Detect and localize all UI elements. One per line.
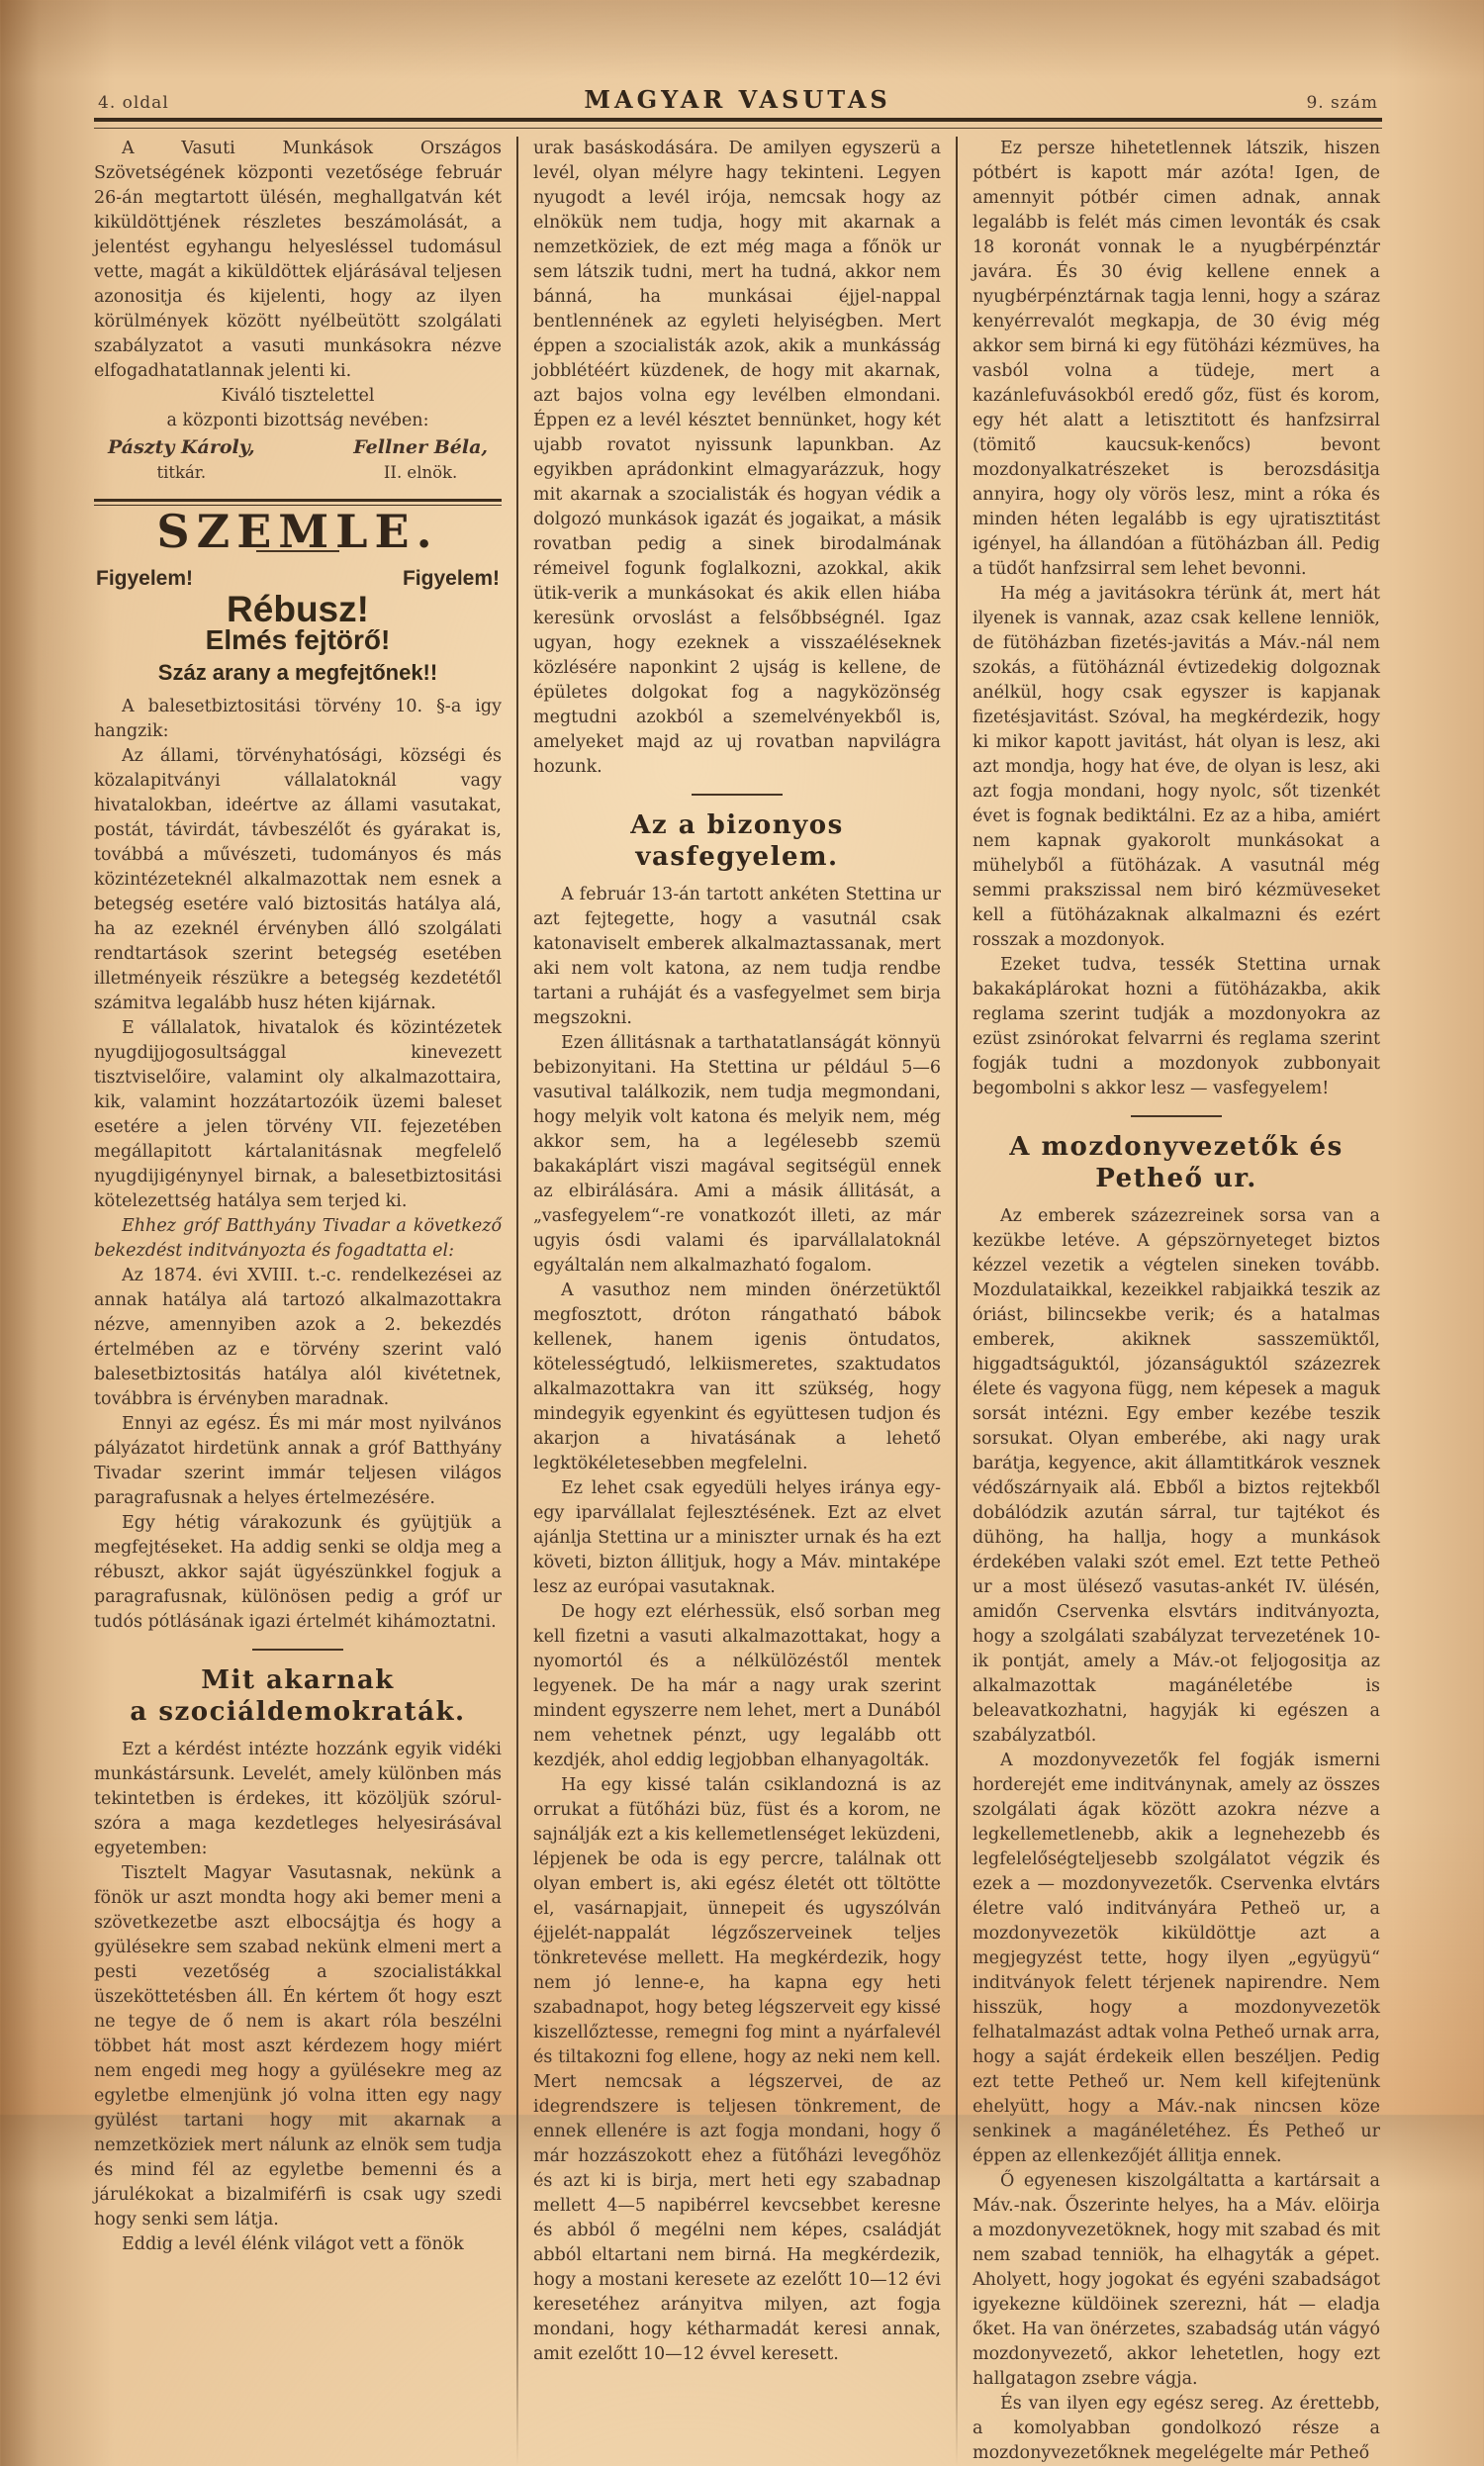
signature-name: Fellner Béla, [353, 436, 488, 458]
signature-name: Pászty Károly, [108, 436, 255, 458]
paragraph-futohazi-buz: Ha egy kissé talán csiklandozná is az orrukat a fütőházi büz, füst és a korom, ne sajnálják ezt a kis kellemetlenséget leküzdeni, lépjenek be oda is egy percre, találnak ott olyan embert is, aki egész életét ott töltötte el, vasárnapjait, ünnepeit és ugyszólván éjjelét-nappalát légzőszerveinek teljes tönkretevése mellett. Ha megkérdezik, hogy nem jó lenne-e, ha kapna egy heti szabadnapot, hogy beteg légszerveit egy kissé kiszellőztesse, remegni fog mint a nyárfalevél és tiltakozni fog ellene, hogy az neki nem kell. Mert nemcsak a légszervei, de az idegrendszere is teljesen tönkrement, de ennek ellenére is azt fogja mondani, hogy ő már hozzászokott ehez a fütőházi levegőhöz és azt ki is birja, mert heti egy szabadnap mellett 4—5 napibérrel kevcsebbet keresne és abból ő megélni nem képes, családját abból eltartani nem birná. Ha megkérdezik, hogy a mostani keresete az ezelőtt 10—12 évi keresetéhez arányitva milyen, azt fogja mondani, hogy kétharmadát keresi annak, amit ezelőtt 10—12 évvel keresett. [533, 1775, 941, 2364]
closing-line: a központi bizottság nevében: [166, 411, 429, 430]
paragraph-law-quote-2: E vállalatok, hivatalok és közintézetek nyugdijjogosultsággal kinevezett tisztviselőire, valamint oly alkalmazottaira, kik, valamint hozzátartozóik üzemi baleset esetére a jelen törvény VII. fejezetében megállapitott kártalanitásnak megfelelő nyugdijigénynyel birnak, a balesetbiztositási kötelezettség hatálya sem terjed ki. [94, 1018, 502, 1211]
attention-row [96, 566, 500, 591]
signature-row [94, 433, 502, 489]
column-1 [94, 137, 502, 2466]
column-layout [94, 137, 1382, 2466]
paragraph-szazezrek: Az emberek százezreinek sorsa van a kezükbe letéve. A gépszörnyeteget biztos kézzel vezetik a végtelen sineken tovább. Mozdulataikkal, kezeikkel rabjaikká teszik az óriást, bilincsekbe verik; és a hatalmas emberek, akiknek sasszemüktől, higgadtságuktól, józanságuktól százezrek élete és vagyona függ, nem képesek a maguk sorsát intézni. Egy ember kezébe teszik sorsukat. Olyan emberébe, aki nagy urak barátja, kegyence, akit államtitkárok vesznek védőszárnyaik alá. Ebből a biztos rejtekből dobálódzik azután sárral, tur tajtékot és dühöng, ha hallja, hogy a munkások érdekében valaki szót emel. Ezt tette Petheö ur a most ülésező vasutas-ankét IV. ülésén, amidőn Cservenka elsvtárs inditványozta, hogy a szolgálati szabályzat tervezetének 10-ik pontját, amely a Máv.-ot feljogositja az alkalmazottak magánéletébe is beleavatkozhatni, hagyják ki egészen a szabályzatból. [973, 1206, 1380, 1746]
page-number-label: 4. oldal [98, 93, 169, 113]
column-divider-rule [956, 137, 958, 2466]
closing-line: Kiváló tisztelettel [221, 386, 375, 406]
paragraph-1874-law: Az 1874. évi XVIII. t.-c. rendelkezései az annak hatálya alá tartozó alkalmazottakra nézve, amennyiben azok a 2. bekezdés értelmében az e törvény szerint való balesetbiztositás hatálya alól kivétetnek, továbbra is érvényben maradnak. [94, 1266, 502, 1409]
paragraph-resolution: A Vasuti Munkások Országos Szövetségének központi vezetősége február 26-án megtartott ülésén, meghallgatván két kiküldöttjének részletes beszámolását, a jelentést egyhangu helyesléssel tudomásul vette, magát a kiküldöttek eljárásával teljesen azonositja és kijelenti, hogy az ilyen körülmények között nyélbeütött szolgálati szabályzatot a vasuti munkásokra nézve elfogadhatatlannak jelenti ki. [94, 139, 502, 381]
rebus-title: Rébusz! [227, 589, 369, 629]
paragraph-stettina-1: A február 13-án tartott ankéten Stettina ur azt fejtegette, hogy a vasutnál csak katonaviselt emberek alkalmaztassanak, mert aki nem volt katona, az nem tudja rendbe tartani a ruháját és a vasfegyelmet sem birja megszokni. [533, 885, 941, 1028]
paragraph-ennyi: Ennyi az egész. És mi már most nyilvános pályázatot hirdetünk annak a gróf Batthyány Tivadar szerint immár teljesen világos paragrafusnak a helyes értelmezésére. [94, 1414, 502, 1508]
newspaper-title: MAGYAR VASUTAS [584, 85, 891, 114]
paragraph-ezt: Ezt a kérdést intézte hozzánk egyik vidéki munkástársunk. Levelét, amely különben más tekintetben is érdekes, itt közöljük szórul-szóra a maga kezdetleges helyesirásával egyetemben: [94, 1740, 502, 1858]
article-title-vasfegyelem: Az a bizonyos vasfegyelem. [630, 810, 844, 872]
paragraph-vasuthoz: A vasuthoz nem minden önérzetüktől megfosztott, dróton rángatható bábok kellenek, hanem igenis öntudatos, kötelességtudó, lelkiismeretes, szaktudatos alkalmazottakra van itt szükség, hogy mindegyik egyenkint és együttesen tudjon és akarjon a hivatásának a lehető legktökéletesebben megfelelni. [533, 1280, 941, 1473]
article-title-line-1: Mit akarnak [201, 1665, 395, 1695]
paragraph-law-intro: A balesetbiztositási törvény 10. §-a igy hangzik: [94, 697, 502, 741]
article-separator-rule [1131, 1115, 1222, 1117]
attention-label-left: Figyelem! [96, 567, 194, 590]
article-title-line-2: a szociáldemokraták. [130, 1697, 466, 1727]
signature-left [108, 435, 255, 485]
article-title-szocialdemokratak [94, 1664, 502, 1728]
signature-right [353, 435, 488, 485]
paragraph-javitasok: Ha még a javitásokra térünk át, mert hát ilyenek is vannak, azaz csak kellene lenniök, de fütöházban fizetés-javitás a Máv.-nál nem szokás, a fütöháznál évtizedekig dolgoznak anélkül, hogy csak egyszer is kapjanak fizetésjavitást. Szóval, ha megkérdezik, hogy ki mikor kapott javitást, hát olyan is lesz, aki azt mondja, hogy hat éve, de olyan is lesz, aki azt fogja mondani, hogy nyolc, sőt tizenkét évet is fognak bediktálni. Ez az a hiba, amiért nem kapnak gyakorolt munkásokat a mühelyből a fütöházak. A vasutnál még semmi prakszissal nem biró kézmüveseket kell a fütöházaknak alkalmazni és ezért rosszak a mozdonyok. [973, 584, 1380, 950]
attention-label-right: Figyelem! [402, 567, 500, 590]
issue-number-label: 9. szám [1306, 93, 1378, 113]
paragraph-hetig: Egy hétig várakozunk és gyüjtjük a megfejtéseket. Ha addig senki se oldja meg a rébuszt, akkor saját ügyészünkkel fogjuk a paragrafusnak, különösen pedig a gróf ur tudós pótlásának igazi értelmét kihámoztatni. [94, 1513, 502, 1632]
article-separator-rule [692, 794, 783, 796]
signature-role: II. elnök. [383, 463, 458, 482]
column-3 [973, 137, 1380, 2466]
masthead-rule [94, 118, 1382, 129]
paragraph-megfizetni: De hogy ezt elérhessük, első sorban meg kell fizetni a vasuti alkalmazottakat, hogy a nyomortól és a nélkülözéstől mentek legyenek. De ha már a nagy urak szerint mindent egyszerre nem lehet, mert a Dunából nem vehetnek pénzt, ugy legalább ott kezdjék, ahol eddig legjobban elhanyagolták. [533, 1602, 941, 1770]
paragraph-eddig: Eddig a levél élénk világot vett a fönök [122, 2234, 464, 2254]
paragraph-inditvany: A mozdonyvezetők fel fogják ismerni horderejét eme inditványnak, amely az összes szolgálati ágak között azokra nézve a legkellemetlenebb, akik a legnehezebb és legfelelőségteljesebb szolgálatot végzik és ezek a — mozdonyvezetők. Cservenka elvtárs életre való inditványára Petheö ur, a mozdonyvezetök kiküldöttje azt a megjegyzést tette, hogy ilyen „együgyü“ inditványok felett térjenek napirendre. Nem hisszük, hogy a mozdonyvezetök felhatalmazást adtak volna Petheő urnak arra, hogy a saját érdekeik ellen beszéljen. Pedig ezt tette Petheő ur. Nem kell kifejtenünk ehelyütt, hogy a Máv.-nak nincsen köze senkinek a magánéletéhez. És Petheő ur éppen az ellenkezőjét állitja ennek. [973, 1751, 1380, 2166]
paragraph-helyes-irany: Ez lehet csak egyedüli helyes iránya egy-egy iparvállalat fejlesztésének. Ezt az elvet ajánlja Stettina ur a miniszter urnak és ha ezt követi, bizton állitjuk, hogy a Máv. mintaképe lesz az európai vasutaknak. [533, 1478, 941, 1597]
paragraph-batthyany-note: Ehhez gróf Batthyány Tivadar a következő bekezdést inditványozta és fogadtatta el: [94, 1216, 502, 1261]
paragraph-law-quote-1: Az állami, törvényhatósági, községi és közalapitványi vállalatoknál vagy hivatalokban, ideértve az állami vasutakat, postát, távirdát, távbeszélőt és gyárakat is, továbbá a művészeti, tudományos és más közintézeteknél alkalmazottak nem esnek a betegség esetére való biztositás hatálya alá, ha az ezeknél érvényben álló szolgálati rendtartások szerint betegség esetében illetményeik részükre a betegség kezdetétől számitva legalább husz héten kijárnak. [94, 746, 502, 1013]
column-2 [533, 137, 941, 2466]
page-sheet [94, 85, 1382, 2466]
paragraph-reader-letter: Tisztelt Magyar Vasutasnak, nekünk a fönök ur aszt mondta hogy aki bemer meni a szövetkezetbe aszt elbocsájtja és hogy a gyülésekre sem szabad nekünk elmeni mert a pesti vezetőség a szocialistákkal üszeköttetésben áll. Én kértem őt hogy eszt ne tegye de ő nem is akart róla beszélni többet hát most aszt kérdezem hogy miért nem engedi meg hogy a gyülésekre meg az egyletbe elmenjünk jó volna itten egy nagy gyülést tartani hogy mit akarnak a nemzetköziek mert nálunk az elnök sem tudja és mind fél az egyletbe bemenni és a járulékokat a bizalmiférfi is csak ugy szedi hogy senki sem látja. [94, 1863, 502, 2229]
paragraph-potber: Ez persze hihetetlennek látszik, hiszen pótbért is kapott már azóta! Igen, de amennyit pótbér cimen adnak, annak legalább is felét más cimen levonták és csak 18 koronát vonnak le a nyugbérpénztár javára. És 30 évig kellene ennek a nyugbérpénztárnak tagja lenni, hogy a száraz kenyérrevalót megkapja, de 30 évig még akkor sem birná ki egy fütöházi kézmüves, ha vasból volna a tüdeje, mert a kazánlefuvásokból eredő gőz, füst és korom, egy hét alatt a letisztitott és hanfzsirral (tömitő kaucsuk-kenőcs) bevont mozdonyalkatrészeket is berozsdásitja annyira, hogy oly vörös lesz, mint a róka és minden héten legalább is egy ujratisztitást igényel, ha állandóan a fütöházban áll. Pedig a tüdőt hanfzsirral sem lehet bevonni. [973, 139, 1380, 579]
paragraph-egesz-sereg: És van ilyen egy egész sereg. Az érettebb, a komolyabban gondolkozó része a mozdonyvezetőknek megelégelte már Petheő [973, 2394, 1380, 2463]
rebus-subtitle: Elmés fejtörő! [205, 624, 391, 655]
paragraph-bakakaplarok: Ezeket tudva, tessék Stettina urnak bakakáplárokat hozni a fütöházakba, akik reglama szerint tudják a mozdonyokra az ezüst zsinórokat felvarrni és reglama szerint fogják tudni a mozdonyok zubbonyait begombolni s akkor lesz — vasfegyelem! [973, 955, 1380, 1098]
article-title-mozdonyvezetok: A mozdonyvezetők és Petheő ur. [1009, 1132, 1344, 1193]
paragraph-stettina-2: Ezen állitásnak a tarthatatlanságát könnyü bebizonyitani. Ha Stettina ur például 5—6 vasutival találkozik, nem tudja megmondani, hogy melyik volt katona és melyik nem, még akkor sem, ha a legélesebb szemü bakakáplárt viszi magával segitségül ennek az elbirálására. Ami a másik állitását, a „vasfegyelem“-re vonatkozót illeti, az már ugyis ósdi valami és iparvállalatoknál egyáltalán nem alkalmazható fogalom. [533, 1033, 941, 1276]
masthead [94, 85, 1382, 118]
paragraph-letter-continuation: urak basáskodására. De amilyen egyszerü a levél, olyan mélyre hagy tekinteni. Legyen nyugodt a levél irója, nemcsak hogy az elnökük nem tudja, hogy mit akarnak a nemzetköziek, de ezt még maga a főnök ur sem látszik tudni, mert ha tudná, akkor nem bánná, ha munkásai éjjel-nappal bentlennének az egyleti helyiségben. Mert éppen a szocialisták azok, akik a munkásság jobblétéért küzdenek, de hogy mit akarnak, azt bajos volna egy levélben elmondani. Éppen ez a levél késztet bennünket, hogy két ujabb rovatot nyissunk lapunkban. Az egyikben aprádonkint elmagyarázzuk, hogy mit akarnak a szocialisták és hogyan védik a dolgozó munkások igazát és jogaikat, a másik rovatban pedig a sinek birodalmának rémeivel fogunk foglalkozni, azokkal, akik ütik-verik a munkásokat és akik ellen hiába keresünk orvoslást a felsőbbségnél. Igaz ugyan, hogy ezeknek a visszaéléseknek közlésére naponkint 2 ujság is kellene, de épületes dolgokat fog a nagyközönség megtudni azokból a szemelvényekből is, amelyeket majd az uj rovatban napvilágra hozunk. [533, 139, 941, 777]
paragraph-kiszolgaltatta: Ő egyenesen kiszolgáltatta a kartársait a Máv.-nak. Őszerinte helyes, ha a Máv. elöirja a mozdonyvezetöknek, hogy mit szabad és mit nem szabad tenniök, ha elhagyták a gépet. Aholyett, hogy jogokat és egyéni szabadságot igyekezne küldöinek szerezni, hát — eladja őket. Ha van önérzetes, szabadság után vágyó mozdonyvezető, akkor lehetetlen, hogy ezt hallgatagon zsebre vágja. [973, 2171, 1380, 2389]
szemle-section-title: SZEMLE. [156, 505, 439, 558]
rebus-prize-line: Száz arany a megfejtőnek!! [157, 660, 438, 685]
column-divider-rule [516, 137, 518, 2466]
signature-role: titkár. [156, 463, 207, 482]
article-separator-rule [252, 1649, 343, 1651]
